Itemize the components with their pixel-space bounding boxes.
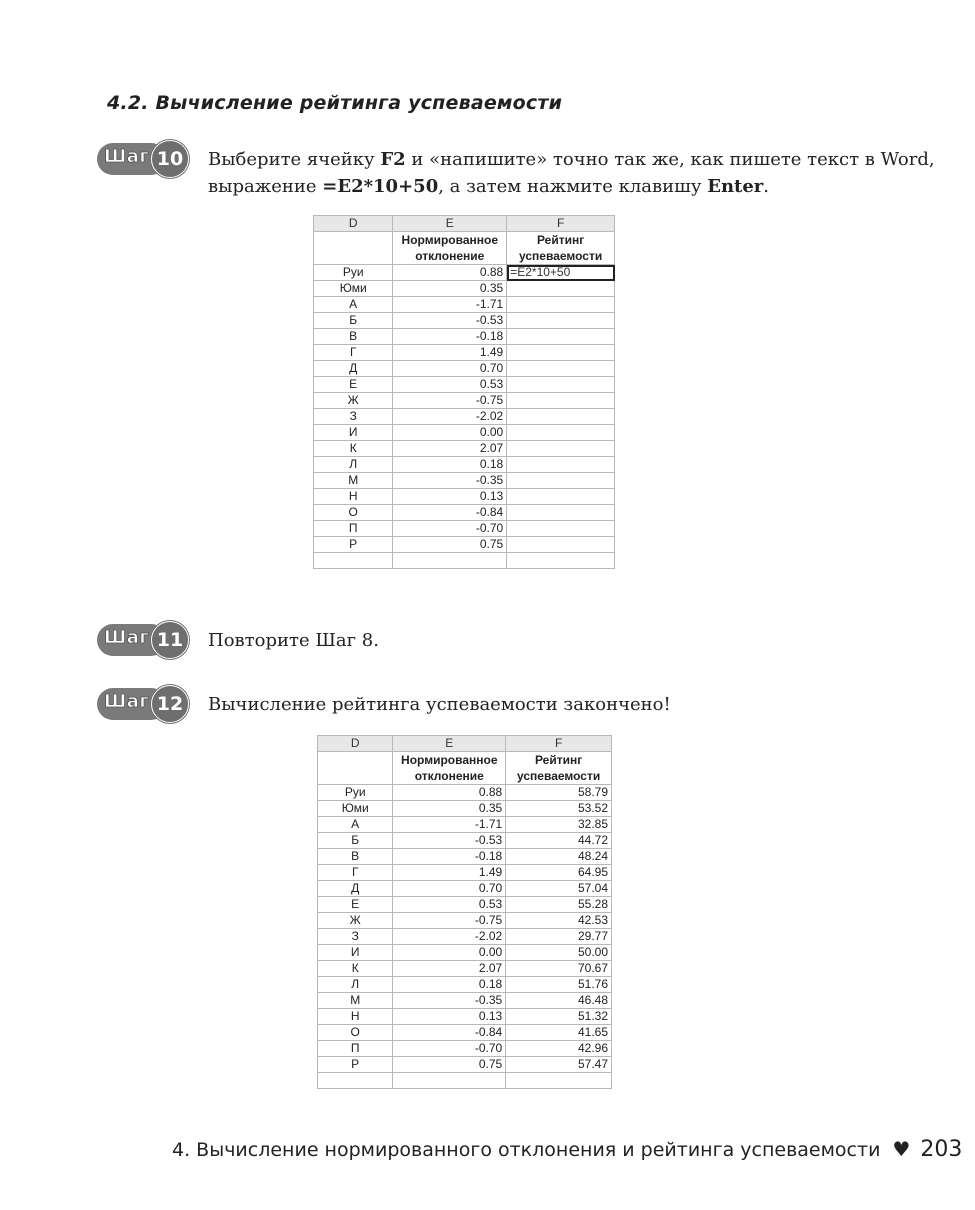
deviation-cell[interactable]: 0.35 bbox=[393, 801, 506, 817]
name-cell[interactable]: Ж bbox=[314, 393, 393, 409]
table-row bbox=[318, 833, 612, 849]
column-e-header[interactable]: E bbox=[393, 216, 507, 232]
table-row bbox=[318, 849, 612, 865]
name-cell[interactable]: Ж bbox=[318, 913, 393, 929]
rating-cell[interactable] bbox=[507, 425, 615, 441]
table-row bbox=[314, 329, 615, 345]
rating-cell[interactable] bbox=[507, 537, 615, 553]
name-cell[interactable]: Е bbox=[318, 897, 393, 913]
rating-cell[interactable] bbox=[507, 377, 615, 393]
deviation-cell[interactable]: -2.02 bbox=[393, 929, 506, 945]
table-row bbox=[318, 1025, 612, 1041]
column-f-header[interactable]: F bbox=[506, 736, 612, 752]
name-cell[interactable]: Д bbox=[318, 881, 393, 897]
table-body bbox=[318, 785, 612, 1073]
rating-cell[interactable]: 64.95 bbox=[506, 865, 612, 881]
step-11-text: Повторите Шаг 8. bbox=[208, 630, 379, 651]
column-e-header[interactable]: E bbox=[393, 736, 506, 752]
name-cell[interactable]: И bbox=[314, 425, 393, 441]
name-cell[interactable]: О bbox=[318, 1025, 393, 1041]
table-row bbox=[318, 1041, 612, 1057]
deviation-cell[interactable]: 0.35 bbox=[393, 281, 507, 297]
name-cell[interactable]: А bbox=[314, 297, 393, 313]
table-row bbox=[318, 881, 612, 897]
deviation-cell[interactable]: -0.75 bbox=[393, 913, 506, 929]
normalized-deviation-header[interactable]: Нормированное отклонение bbox=[393, 752, 506, 785]
rating-cell[interactable]: 42.53 bbox=[506, 913, 612, 929]
deviation-cell[interactable]: 0.53 bbox=[393, 377, 507, 393]
name-cell[interactable]: К bbox=[314, 441, 393, 457]
table-row bbox=[314, 537, 615, 553]
section-title: 4.2. Вычисление рейтинга успеваемости bbox=[107, 92, 563, 114]
rating-cell[interactable]: 41.65 bbox=[506, 1025, 612, 1041]
rating-cell[interactable]: 51.32 bbox=[506, 1009, 612, 1025]
name-cell[interactable]: З bbox=[318, 929, 393, 945]
table-row bbox=[318, 1073, 612, 1089]
step-number: 11 bbox=[151, 621, 189, 659]
deviation-cell[interactable]: -0.18 bbox=[393, 329, 507, 345]
deviation-cell[interactable]: 0.75 bbox=[393, 537, 507, 553]
table-row bbox=[314, 425, 615, 441]
table-row bbox=[318, 929, 612, 945]
deviation-cell[interactable]: -0.53 bbox=[393, 313, 507, 329]
name-cell[interactable]: И bbox=[318, 945, 393, 961]
rating-cell[interactable]: 70.67 bbox=[506, 961, 612, 977]
table-row bbox=[314, 489, 615, 505]
deviation-cell[interactable]: 0.70 bbox=[393, 361, 507, 377]
name-cell[interactable]: Руи bbox=[318, 785, 393, 801]
rating-cell[interactable]: 58.79 bbox=[506, 785, 612, 801]
table-row bbox=[318, 977, 612, 993]
deviation-cell[interactable]: 2.07 bbox=[393, 961, 506, 977]
rating-cell[interactable]: 42.96 bbox=[506, 1041, 612, 1057]
step-word: Шаг bbox=[104, 627, 150, 648]
table-row bbox=[314, 313, 615, 329]
name-cell[interactable]: Н bbox=[314, 489, 393, 505]
deviation-cell[interactable]: -2.02 bbox=[393, 409, 507, 425]
table-row bbox=[318, 961, 612, 977]
rating-cell[interactable] bbox=[507, 473, 615, 489]
deviation-cell[interactable]: 0.53 bbox=[393, 897, 506, 913]
deviation-cell[interactable]: 0.88 bbox=[393, 785, 506, 801]
name-cell[interactable]: Р bbox=[318, 1057, 393, 1073]
name-cell[interactable]: А bbox=[318, 817, 393, 833]
rating-cell[interactable]: 29.77 bbox=[506, 929, 612, 945]
step-10-badge bbox=[97, 140, 189, 178]
chapter-title: 4. Вычисление нормированного отклонения и рейтинга успеваемости bbox=[172, 1139, 881, 1161]
table-row bbox=[318, 945, 612, 961]
table-row bbox=[318, 1057, 612, 1073]
header-row bbox=[314, 232, 615, 265]
rating-cell[interactable]: 51.76 bbox=[506, 977, 612, 993]
spreadsheet-step-10 bbox=[313, 215, 615, 569]
name-cell[interactable]: Л bbox=[314, 457, 393, 473]
deviation-cell[interactable]: -0.53 bbox=[393, 833, 506, 849]
table-row bbox=[314, 505, 615, 521]
deviation-cell[interactable]: 0.13 bbox=[393, 1009, 506, 1025]
step-number: 12 bbox=[151, 685, 189, 723]
column-header-row bbox=[314, 216, 615, 232]
deviation-cell[interactable]: -1.71 bbox=[393, 297, 507, 313]
table-row bbox=[318, 1009, 612, 1025]
table-row bbox=[314, 297, 615, 313]
deviation-cell[interactable]: 0.00 bbox=[393, 945, 506, 961]
name-cell[interactable]: П bbox=[314, 521, 393, 537]
deviation-cell[interactable]: -0.84 bbox=[393, 505, 507, 521]
table-row bbox=[314, 521, 615, 537]
table-row bbox=[314, 473, 615, 489]
rating-cell[interactable] bbox=[507, 281, 615, 297]
table-cell[interactable] bbox=[314, 232, 393, 265]
table-row bbox=[314, 409, 615, 425]
step-10-text: Выберите ячейку F2 и «напишите» точно так же, как пишете текст в Word, выражение =E2*10+50, а затем нажмите клавишу Enter. bbox=[208, 149, 935, 197]
table-row bbox=[318, 801, 612, 817]
table-row bbox=[314, 345, 615, 361]
name-cell[interactable]: В bbox=[314, 329, 393, 345]
name-cell[interactable]: Руи bbox=[314, 265, 393, 281]
table-row bbox=[314, 281, 615, 297]
table-row bbox=[318, 817, 612, 833]
rating-cell[interactable] bbox=[507, 409, 615, 425]
name-cell[interactable]: Юми bbox=[318, 801, 393, 817]
rating-cell[interactable]: 32.85 bbox=[506, 817, 612, 833]
name-cell[interactable]: В bbox=[318, 849, 393, 865]
table-row bbox=[318, 897, 612, 913]
name-cell[interactable]: Л bbox=[318, 977, 393, 993]
rating-cell[interactable] bbox=[507, 521, 615, 537]
name-cell[interactable]: Б bbox=[318, 833, 393, 849]
rating-cell[interactable] bbox=[507, 345, 615, 361]
table-body bbox=[314, 265, 615, 553]
rating-cell[interactable]: 53.52 bbox=[506, 801, 612, 817]
name-cell[interactable]: Е bbox=[314, 377, 393, 393]
rating-cell[interactable] bbox=[507, 329, 615, 345]
step-number: 10 bbox=[151, 140, 189, 178]
name-cell[interactable]: М bbox=[314, 473, 393, 489]
deviation-cell[interactable]: 0.13 bbox=[393, 489, 507, 505]
table-row bbox=[314, 361, 615, 377]
step-11-badge bbox=[97, 621, 189, 659]
deviation-cell[interactable]: -0.84 bbox=[393, 1025, 506, 1041]
table-row bbox=[318, 993, 612, 1009]
heart-icon: ♥ bbox=[892, 1137, 911, 1161]
rating-cell[interactable]: 50.00 bbox=[506, 945, 612, 961]
name-cell[interactable]: Р bbox=[314, 537, 393, 553]
column-f-header[interactable]: F bbox=[507, 216, 615, 232]
rating-cell[interactable]: 57.04 bbox=[506, 881, 612, 897]
name-cell[interactable]: П bbox=[318, 1041, 393, 1057]
step-word: Шаг bbox=[104, 691, 150, 712]
table-row bbox=[314, 265, 615, 281]
step-word: Шаг bbox=[104, 146, 150, 167]
name-cell[interactable]: Б bbox=[314, 313, 393, 329]
table-row bbox=[314, 441, 615, 457]
rating-cell[interactable] bbox=[507, 297, 615, 313]
rating-cell[interactable] bbox=[507, 505, 615, 521]
table-row bbox=[318, 785, 612, 801]
step-12-text: Вычисление рейтинга успеваемости закончено! bbox=[208, 694, 671, 715]
table-row bbox=[314, 457, 615, 473]
table-row bbox=[318, 865, 612, 881]
rating-cell[interactable] bbox=[507, 457, 615, 473]
rating-cell[interactable] bbox=[507, 489, 615, 505]
rating-cell[interactable] bbox=[507, 313, 615, 329]
column-header-row bbox=[318, 736, 612, 752]
name-cell[interactable]: О bbox=[314, 505, 393, 521]
deviation-cell[interactable]: 0.00 bbox=[393, 425, 507, 441]
rating-header[interactable]: Рейтинг успеваемости bbox=[507, 232, 615, 265]
name-cell[interactable]: К bbox=[318, 961, 393, 977]
table-row bbox=[314, 393, 615, 409]
formula-cell-f2[interactable]: =E2*10+50 bbox=[507, 265, 615, 281]
deviation-cell[interactable]: 0.18 bbox=[393, 457, 507, 473]
deviation-cell[interactable]: -1.71 bbox=[393, 817, 506, 833]
deviation-cell[interactable]: -0.75 bbox=[393, 393, 507, 409]
rating-cell[interactable] bbox=[507, 393, 615, 409]
column-d-header[interactable]: D bbox=[314, 216, 393, 232]
name-cell[interactable]: Д bbox=[314, 361, 393, 377]
table-row bbox=[314, 377, 615, 393]
deviation-cell[interactable]: 1.49 bbox=[393, 865, 506, 881]
deviation-cell[interactable]: -0.70 bbox=[393, 1041, 506, 1057]
rating-cell[interactable]: 44.72 bbox=[506, 833, 612, 849]
column-d-header[interactable]: D bbox=[318, 736, 393, 752]
page-footer bbox=[172, 1137, 962, 1162]
rating-cell[interactable] bbox=[507, 361, 615, 377]
name-cell[interactable]: Г bbox=[318, 865, 393, 881]
deviation-cell[interactable]: 2.07 bbox=[393, 441, 507, 457]
spreadsheet-step-12 bbox=[317, 735, 612, 1089]
deviation-cell[interactable]: 0.75 bbox=[393, 1057, 506, 1073]
page-number: 203 bbox=[920, 1137, 963, 1162]
table-row bbox=[314, 553, 615, 569]
step-12-badge bbox=[97, 685, 189, 723]
name-cell[interactable]: М bbox=[318, 993, 393, 1009]
name-cell[interactable]: Юми bbox=[314, 281, 393, 297]
name-cell[interactable]: Г bbox=[314, 345, 393, 361]
table-cell[interactable] bbox=[318, 752, 393, 785]
rating-cell[interactable] bbox=[507, 441, 615, 457]
rating-cell[interactable]: 48.24 bbox=[506, 849, 612, 865]
name-cell[interactable]: З bbox=[314, 409, 393, 425]
normalized-deviation-header[interactable]: Нормированное отклонение bbox=[393, 232, 507, 265]
deviation-cell[interactable]: 1.49 bbox=[393, 345, 507, 361]
name-cell[interactable]: Н bbox=[318, 1009, 393, 1025]
deviation-cell[interactable]: 0.70 bbox=[393, 881, 506, 897]
deviation-cell[interactable]: 0.88 bbox=[393, 265, 507, 281]
deviation-cell[interactable]: -0.35 bbox=[393, 993, 506, 1009]
rating-header[interactable]: Рейтинг успеваемости bbox=[506, 752, 612, 785]
header-row bbox=[318, 752, 612, 785]
deviation-cell[interactable]: -0.70 bbox=[393, 521, 507, 537]
deviation-cell[interactable]: -0.18 bbox=[393, 849, 506, 865]
rating-cell[interactable]: 57.47 bbox=[506, 1057, 612, 1073]
rating-cell[interactable]: 55.28 bbox=[506, 897, 612, 913]
deviation-cell[interactable]: -0.35 bbox=[393, 473, 507, 489]
rating-cell[interactable]: 46.48 bbox=[506, 993, 612, 1009]
table-row bbox=[318, 913, 612, 929]
deviation-cell[interactable]: 0.18 bbox=[393, 977, 506, 993]
